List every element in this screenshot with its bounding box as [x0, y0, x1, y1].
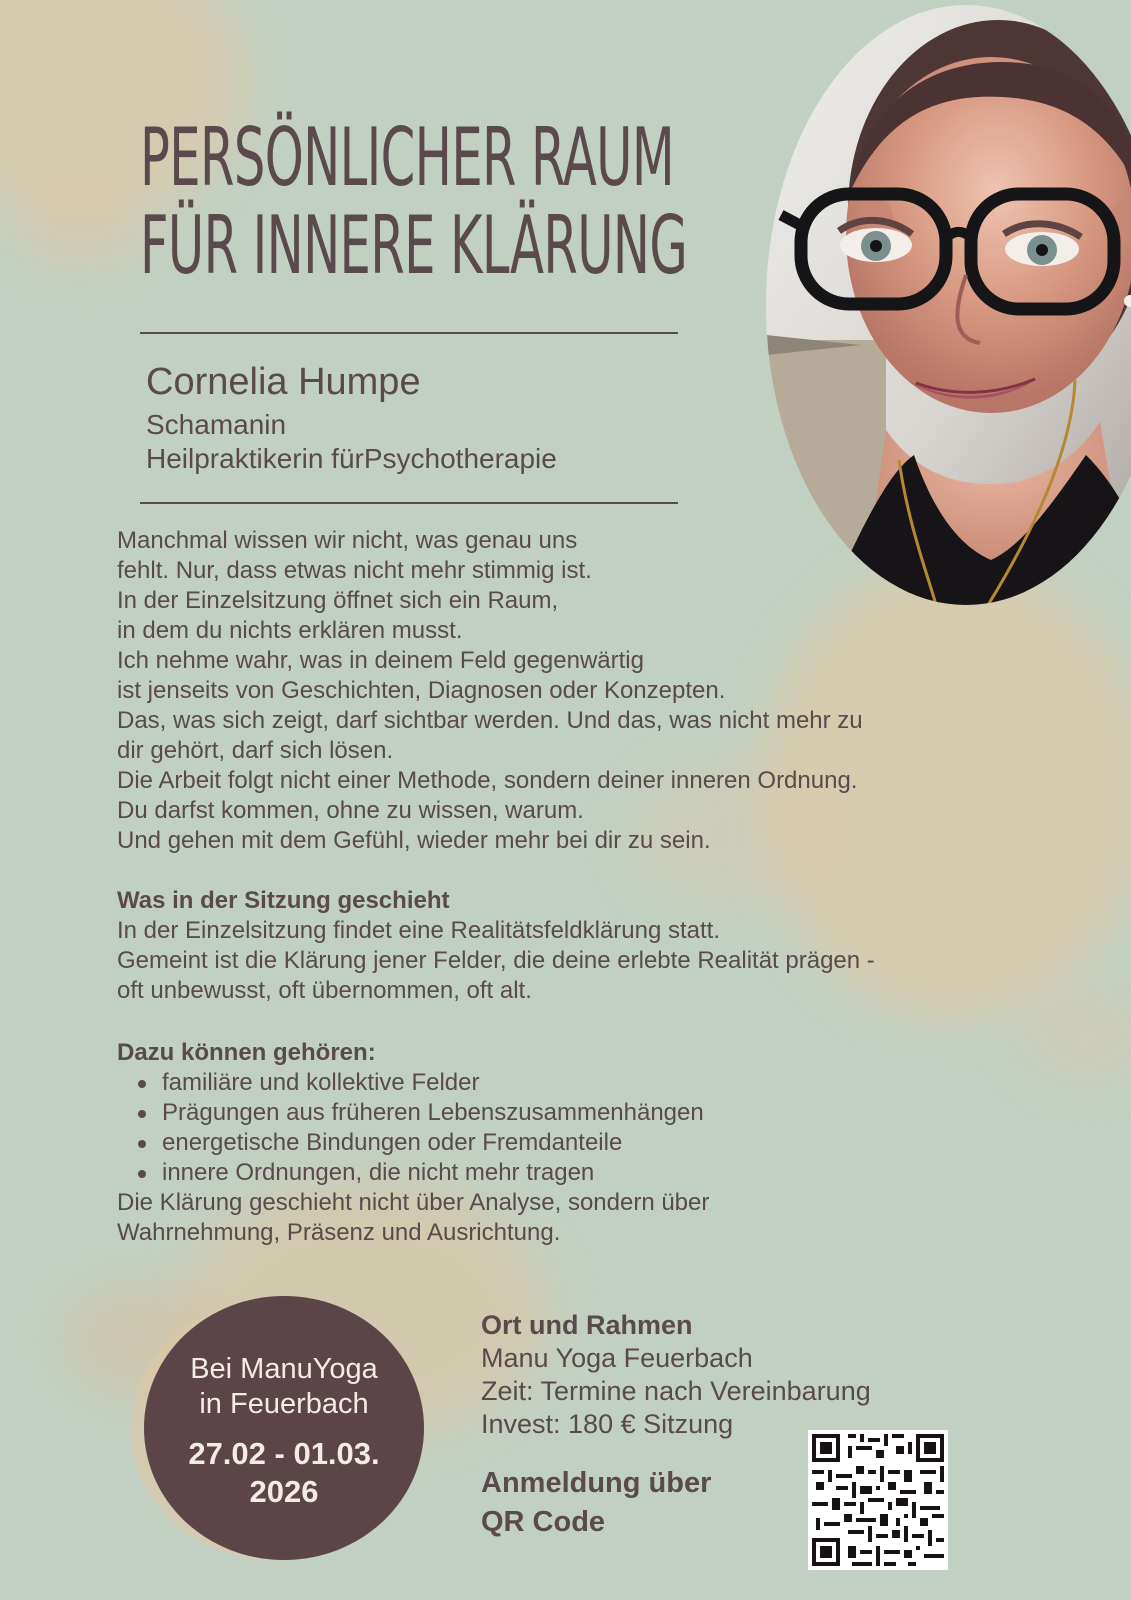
intro-line-2: fehlt. Nur, dass etwas nicht mehr stimmig ist.: [117, 557, 592, 584]
location-info: [481, 1308, 1081, 1441]
summary-line-2: Wahrnehmung, Präsenz und Ausrichtung.: [117, 1219, 561, 1246]
includes-summary: [117, 1188, 1047, 1248]
page-title: [140, 111, 688, 292]
intro-line-9: Die Arbeit folgt nicht einer Methode, sondern deiner inneren Ordnung.: [117, 767, 858, 794]
session-heading: Was in der Sitzung geschieht: [117, 887, 450, 914]
person-role-2: Heilpraktikerin fürPsychotherapie: [146, 443, 557, 474]
session-line-2: Gemeint ist die Klärung jener Felder, die deine erlebte Realität prägen -: [117, 947, 875, 974]
intro-line-10: Du darfst kommen, ohne zu wissen, warum.: [117, 797, 584, 824]
list-item: innere Ordnungen, die nicht mehr tragen: [117, 1158, 1047, 1188]
summary-line-1: Die Klärung geschieht nicht über Analyse, sondern über: [117, 1189, 710, 1216]
qr-code-icon[interactable]: [808, 1430, 948, 1570]
includes-section: [117, 1038, 1047, 1248]
bottom-divider: [140, 502, 678, 504]
title-line-1: PERSÖNLICHER RAUM: [140, 111, 675, 204]
includes-list: [117, 1068, 1047, 1188]
registration-info: [481, 1464, 781, 1542]
intro-text: [117, 526, 1047, 856]
location-heading: Ort und Rahmen: [481, 1310, 693, 1340]
event-location-line-1: Bei ManuYoga: [190, 1353, 378, 1385]
intro-line-6: ist jenseits von Geschichten, Diagnosen oder Konzepten.: [117, 677, 726, 704]
list-item: Prägungen aus früheren Lebenszusammenhängen: [117, 1098, 1047, 1128]
portrait-photo: [766, 5, 1131, 605]
location-line-3: Invest: 180 € Sitzung: [481, 1409, 734, 1439]
includes-heading: Dazu können gehören:: [117, 1039, 376, 1066]
top-divider: [140, 332, 678, 334]
location-line-2: Zeit: Termine nach Vereinbarung: [481, 1376, 871, 1406]
intro-line-1: Manchmal wissen wir nicht, was genau uns: [117, 527, 578, 554]
intro-line-3: In der Einzelsitzung öffnet sich ein Raum,: [117, 587, 559, 614]
registration-line-2: QR Code: [481, 1506, 606, 1538]
registration-line-1: Anmeldung über: [481, 1467, 712, 1499]
title-line-2: FÜR INNERE KLÄRUNG: [140, 199, 688, 292]
event-date-circle: [144, 1296, 424, 1560]
session-line-3: oft unbewusst, oft übernommen, oft alt.: [117, 977, 532, 1004]
session-section: [117, 886, 1047, 1006]
watercolor-splash-left: [10, 180, 150, 270]
event-date-line-1: 27.02 - 01.03.: [188, 1436, 380, 1471]
list-item: energetische Bindungen oder Fremdanteile: [117, 1128, 1047, 1158]
location-line-1: Manu Yoga Feuerbach: [481, 1343, 753, 1373]
intro-line-7: Das, was sich zeigt, darf sichtbar werden. Und das, was nicht mehr zu: [117, 707, 863, 734]
intro-line-4: in dem du nichts erklären musst.: [117, 617, 463, 644]
intro-line-11: Und gehen mit dem Gefühl, wieder mehr bei dir zu sein.: [117, 827, 711, 854]
intro-line-5: Ich nehme wahr, was in deinem Feld gegenwärtig: [117, 647, 644, 674]
qr-code-graphic: [808, 1430, 948, 1570]
person-role-1: Schamanin: [146, 409, 287, 440]
intro-line-8: dir gehört, darf sich lösen.: [117, 737, 394, 764]
event-location-line-2: in Feuerbach: [199, 1388, 369, 1420]
list-item: familiäre und kollektive Felder: [117, 1068, 1047, 1098]
person-name: Cornelia Humpe: [146, 361, 421, 403]
session-line-1: In der Einzelsitzung findet eine Realitätsfeldklärung statt.: [117, 917, 721, 944]
event-date-line-2: 2026: [249, 1474, 319, 1509]
portrait-illustration: [766, 5, 1131, 605]
